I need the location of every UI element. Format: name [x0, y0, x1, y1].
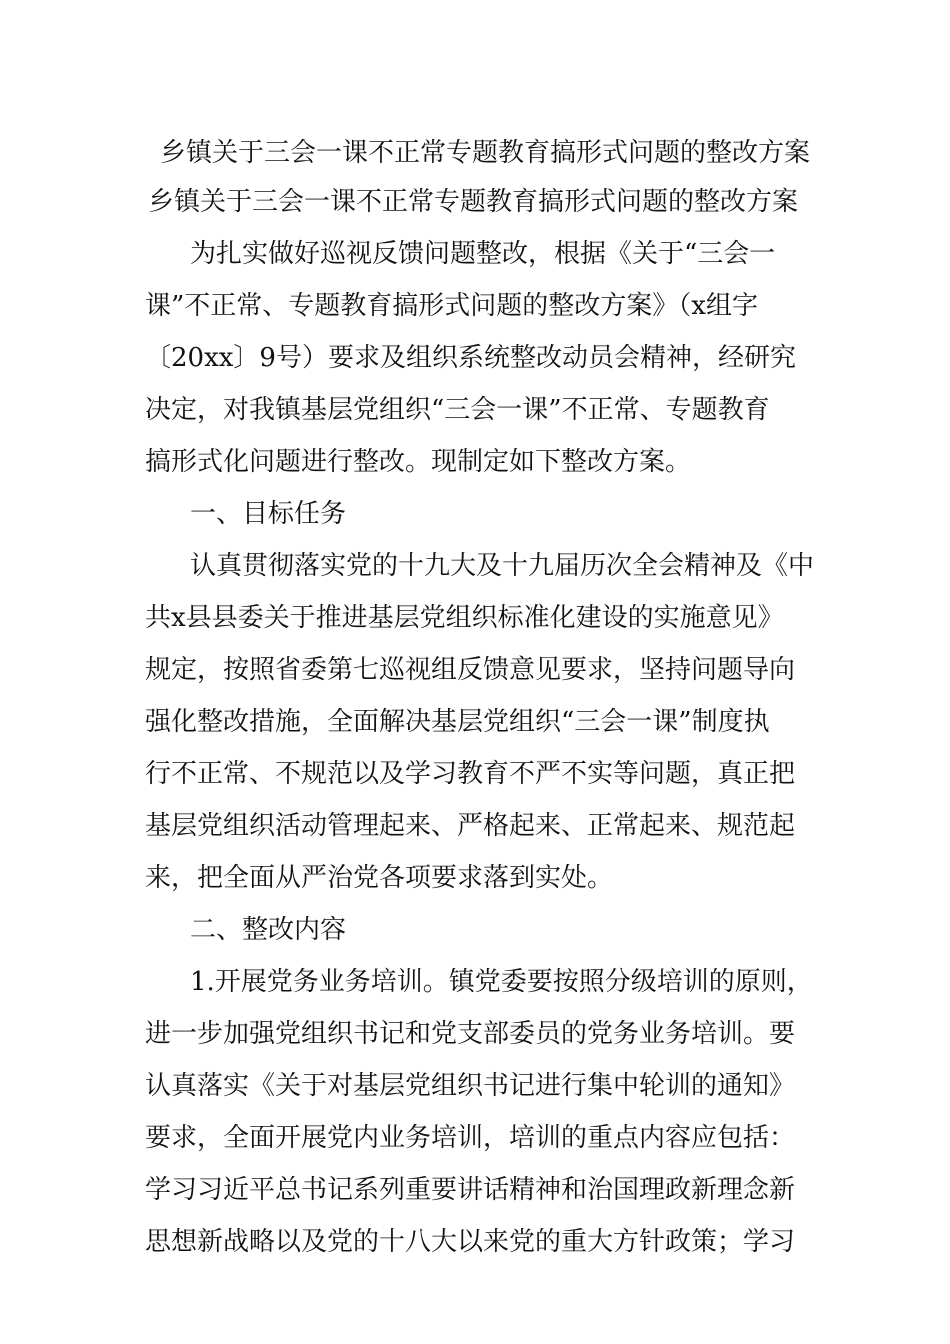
section-2-line: 学习习近平总书记系列重要讲话精神和治国理政新理念新: [145, 1175, 796, 1205]
section-2-line: 认真落实《关于对基层党组织书记进行集中轮训的通知》: [145, 1071, 796, 1101]
document-title: 乡镇关于三会一课不正常专题教育搞形式问题的整改方案: [160, 138, 811, 168]
section-heading: 二、整改内容: [190, 915, 347, 945]
section-1-line: 强化整改措施，全面解决基层党组织“三会一课”制度执: [145, 707, 770, 737]
intro-line: 课”不正常、专题教育搞形式问题的整改方案》（x组字: [145, 291, 758, 321]
section-1-line: 认真贯彻落实党的十九大及十九届历次全会精神及《中: [190, 551, 815, 581]
intro-line: 为扎实做好巡视反馈问题整改，根据《关于“三会一: [190, 239, 776, 269]
section-heading: 一、目标任务: [190, 499, 347, 529]
section-2-line: 要求，全面开展党内业务培训，培训的重点内容应包括：: [145, 1123, 796, 1153]
intro-line: 搞形式化问题进行整改。现制定如下整改方案。: [145, 447, 692, 477]
section-2-line: 思想新战略以及党的十八大以来党的重大方针政策；学习: [145, 1227, 796, 1257]
section-1-line: 共x县县委关于推进基层党组织标准化建设的实施意见》: [145, 603, 784, 633]
document-subtitle: 乡镇关于三会一课不正常专题教育搞形式问题的整改方案: [148, 187, 799, 217]
intro-line: 〔20xx〕9号）要求及组织系统整改动员会精神，经研究: [145, 343, 796, 373]
section-1-line: 基层党组织活动管理起来、严格起来、正常起来、规范起: [145, 811, 796, 841]
section-2-line: 1.开展党务业务培训。镇党委要按照分级培训的原则，: [190, 967, 813, 997]
section-1-line: 来，把全面从严治党各项要求落到实处。: [145, 863, 614, 893]
section-1-line: 规定，按照省委第七巡视组反馈意见要求，坚持问题导向: [145, 655, 796, 685]
section-2-line: 进一步加强党组织书记和党支部委员的党务业务培训。要: [145, 1019, 796, 1049]
intro-line: 决定，对我镇基层党组织“三会一课”不正常、专题教育: [145, 395, 770, 425]
section-1-line: 行不正常、不规范以及学习教育不严不实等问题，真正把: [145, 759, 796, 789]
